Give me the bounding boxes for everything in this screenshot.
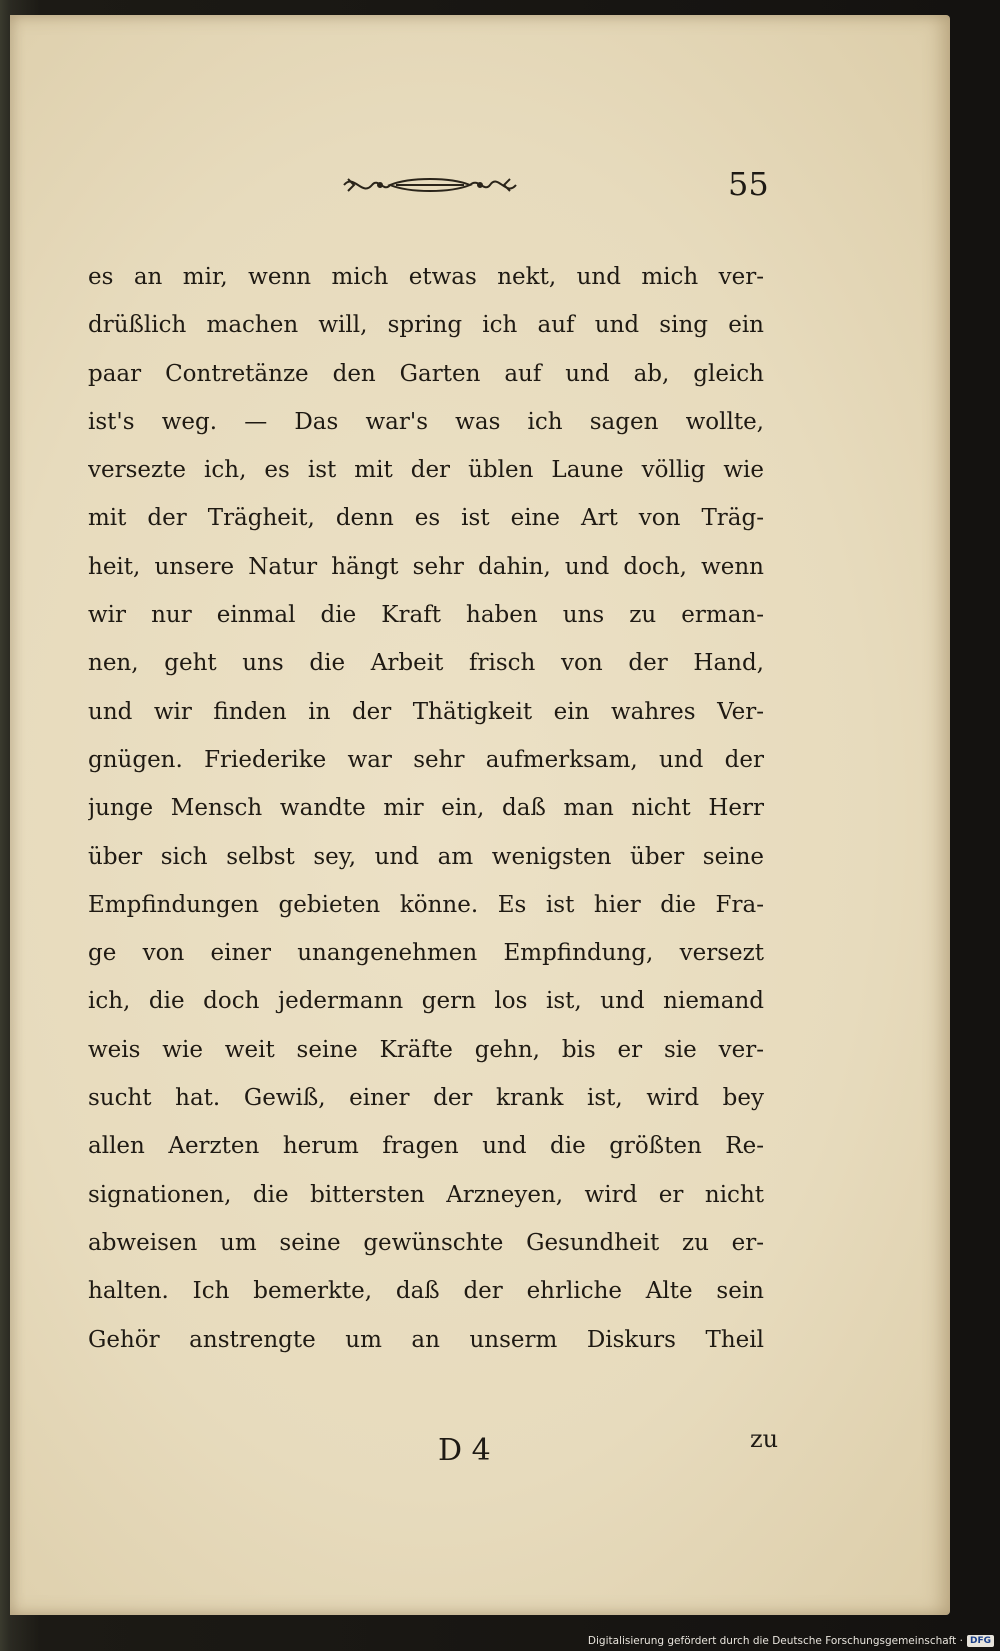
text-line: paar Contretänze den Garten auf und ab, gleich <box>88 360 764 387</box>
footer-text: Digitalisierung gefördert durch die Deutsche Forschungsgemeinschaft · <box>587 1635 963 1647</box>
text-line: drüßlich machen will, spring ich auf und sing ein <box>88 312 764 339</box>
text-line: und wir finden in der Thätigkeit ein wahres Ver- <box>88 698 764 725</box>
catchword: zu <box>750 1425 779 1453</box>
text-line: gnügen. Friederike war sehr aufmerksam, und der <box>88 746 764 773</box>
text-line: ge von einer unangenehmen Empfindung, versezt <box>88 940 764 967</box>
text-line: ist's weg. — Das war's was ich sagen wollte, <box>88 408 764 435</box>
text-line: signationen, die bittersten Arzneyen, wird er nicht <box>88 1181 764 1208</box>
text-line: es an mir, wenn mich etwas nekt, und mich ver- <box>88 264 764 290</box>
page-number: 55 <box>728 165 769 203</box>
text-line: junge Mensch wandte mir ein, daß man nicht Herr <box>88 795 764 822</box>
ornament-icon <box>340 163 520 207</box>
text-line: abweisen um seine gewünschte Gesundheit zu er- <box>88 1229 764 1256</box>
book-page <box>10 15 950 1615</box>
text-line: halten. Ich bemerkte, daß der ehrliche Alte sein <box>88 1278 764 1305</box>
text-line: weis wie weit seine Kräfte gehn, bis er sie ver- <box>88 1036 764 1063</box>
digitization-footer <box>588 1635 994 1647</box>
text-line: Empfindungen gebieten könne. Es ist hier die Fra- <box>88 891 764 918</box>
text-line: sucht hat. Gewiß, einer der krank ist, wird bey <box>88 1085 764 1112</box>
text-line: über sich selbst sey, und am wenigsten über seine <box>88 843 764 870</box>
text-line: Gehör anstrengte um an unserm Diskurs Theil <box>88 1326 764 1353</box>
text-line: allen Aerzten herum fragen und die größten Re- <box>88 1133 764 1160</box>
text-line: versezte ich, es ist mit der üblen Laune völlig wie <box>88 457 764 484</box>
text-line: heit, unsere Natur hängt sehr dahin, und doch, wenn <box>88 553 764 580</box>
signature-mark: D 4 <box>438 1433 491 1468</box>
text-line: mit der Trägheit, denn es ist eine Art von Träg- <box>88 505 764 532</box>
body-text <box>88 253 778 1364</box>
text-line: wir nur einmal die Kraft haben uns zu erman- <box>88 602 764 629</box>
text-line: ich, die doch jedermann gern los ist, und niemand <box>88 988 764 1015</box>
text-line: nen, geht uns die Arbeit frisch von der Hand, <box>88 650 764 677</box>
dfg-logo-icon: DFG <box>967 1635 994 1647</box>
